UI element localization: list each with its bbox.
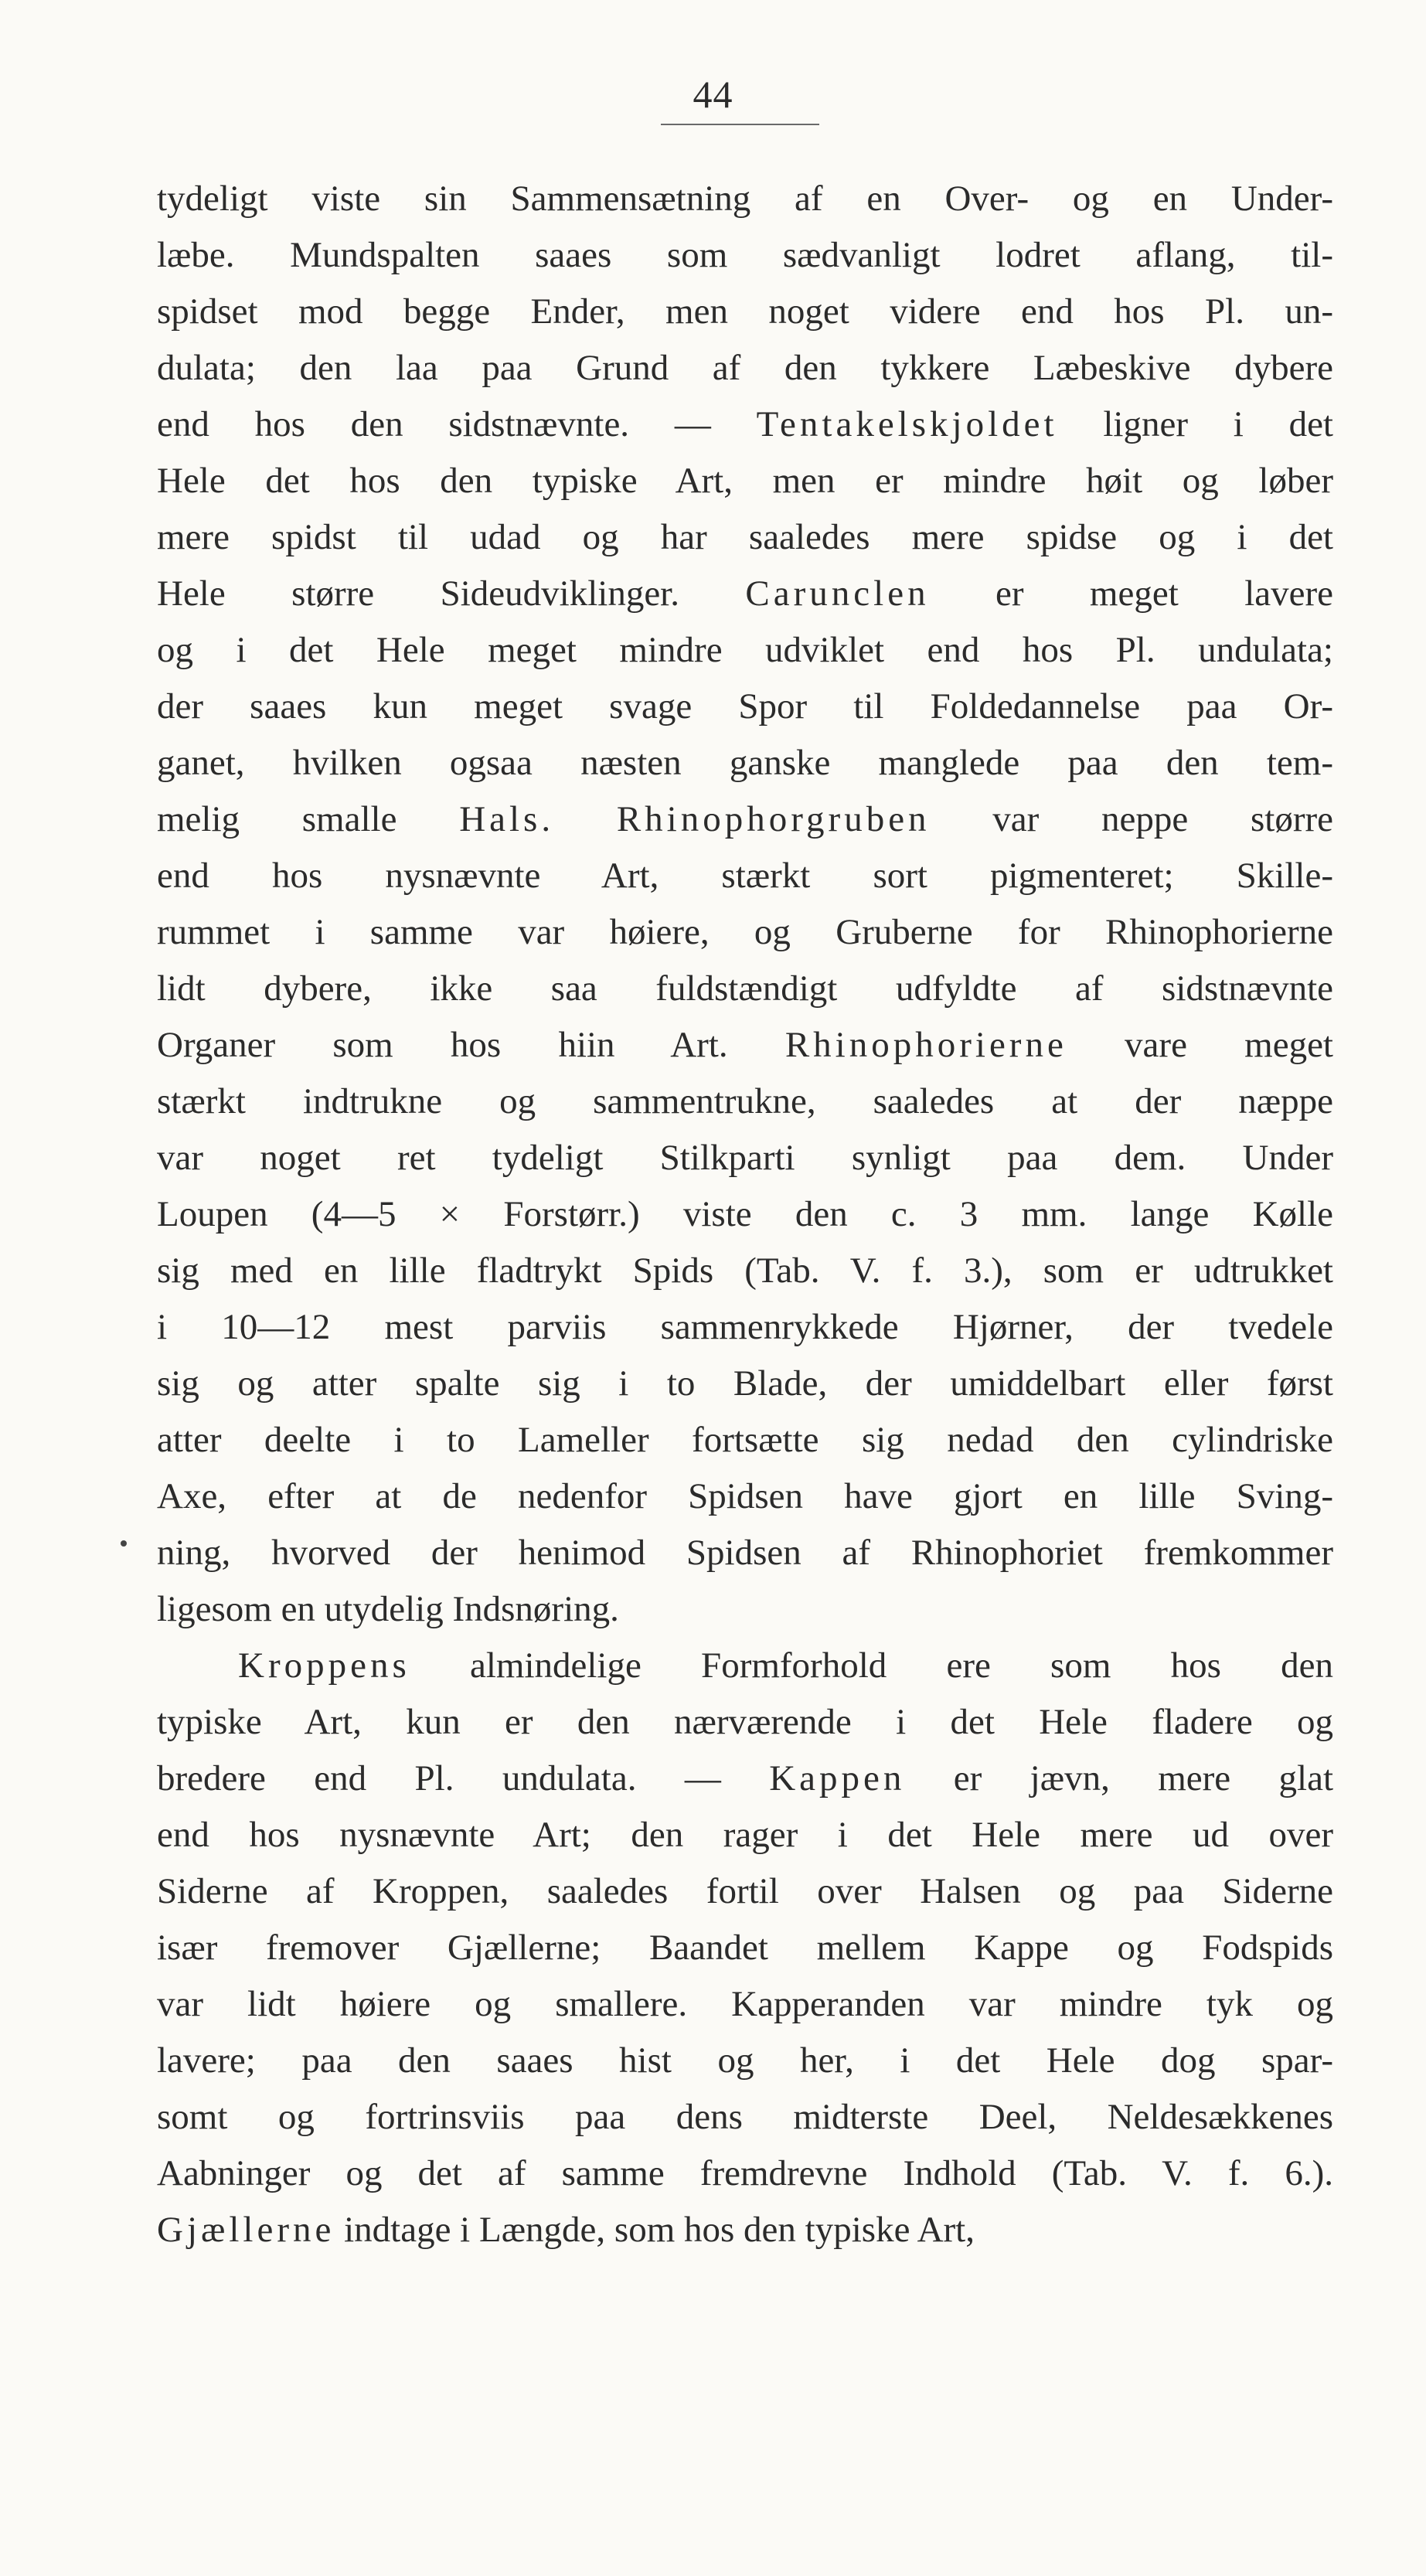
text-run: ligner i det	[1057, 404, 1333, 444]
text-run: typiske Art, kun er den nærværende i det Hele fladere og	[157, 1702, 1333, 1742]
text-run: vare meget	[1067, 1025, 1333, 1065]
text-line	[157, 1581, 1333, 1638]
text-run: ning, hvorved der henimod Spidsen af Rhinophoriet fremkommer	[157, 1533, 1333, 1573]
text-run	[554, 799, 617, 839]
text-line	[157, 509, 1333, 566]
text-line	[157, 2089, 1333, 2146]
text-run: end hos nysnævnte Art, stærkt sort pigmenteret; Skille-	[157, 856, 1333, 896]
text-line	[157, 2202, 1333, 2258]
text-run: især fremover Gjællerne; Baandet mellem Kappe og Fodspids	[157, 1928, 1333, 1968]
text-run: var neppe større	[930, 799, 1333, 839]
text-line	[157, 171, 1333, 227]
text-run: Axe, efter at de nedenfor Spidsen have gjort en lille Sving-	[157, 1476, 1333, 1516]
text-line	[157, 1525, 1333, 1581]
text-line	[157, 1751, 1333, 1807]
text-run: i 10—12 mest parviis sammenrykkede Hjørner, der tvedele	[157, 1307, 1333, 1347]
text-run: var noget ret tydeligt Stilkparti synligt paa dem. Under	[157, 1138, 1333, 1178]
text-run: melig smalle	[157, 799, 460, 839]
text-run: mere spidst til udad og har saaledes mere spidse og i det	[157, 517, 1333, 557]
text-line	[157, 227, 1333, 284]
text-run: er meget lavere	[929, 573, 1333, 614]
text-run: er jævn, mere glat	[905, 1758, 1333, 1798]
text-line	[157, 791, 1333, 848]
text-line	[157, 284, 1333, 340]
text-run: tydeligt viste sin Sammensætning af en Over- og en Under-	[157, 179, 1333, 219]
text-line	[157, 1243, 1333, 1299]
text-line	[157, 622, 1333, 679]
text-run: sig med en lille fladtrykt Spids (Tab. V. f. 3.), som er udtrukket	[157, 1251, 1333, 1291]
text-run: lidt dybere, ikke saa fuldstændigt udfyldte af sidstnævnte	[157, 968, 1333, 1009]
text-line	[157, 340, 1333, 396]
text-line	[157, 848, 1333, 904]
text-run: end hos nysnævnte Art; den rager i det Hele mere ud over	[157, 1815, 1333, 1855]
text-line	[157, 1638, 1333, 1694]
text-run: bredere end Pl. undulata. —	[157, 1758, 770, 1798]
text-run: Hele større Sideudviklinger.	[157, 573, 746, 614]
text-line	[157, 1017, 1333, 1074]
text-run: atter deelte i to Lameller fortsætte sig nedad den cylindriske	[157, 1420, 1333, 1460]
text-run: og i det Hele meget mindre udviklet end hos Pl. undulata;	[157, 630, 1333, 670]
text-run: rummet i samme var høiere, og Gruberne for Rhinophorierne	[157, 912, 1333, 952]
text-run: dulata; den laa paa Grund af den tykkere Læbeskive dybere	[157, 348, 1333, 388]
text-run: Loupen (4—5 × Forstørr.) viste den c. 3 mm. lange Kølle	[157, 1194, 1333, 1234]
text-run: ganet, hvilken ogsaa næsten ganske manglede paa den tem-	[157, 743, 1333, 783]
page-number: 44	[693, 73, 733, 116]
text-line	[157, 396, 1333, 453]
text-run: Organer som hos hiin Art.	[157, 1025, 785, 1065]
text-run: Aabninger og det af samme fremdrevne Indhold (Tab. V. f. 6.).	[157, 2153, 1333, 2193]
header-rule	[661, 124, 819, 125]
text-line	[157, 1412, 1333, 1468]
text-line	[157, 735, 1333, 791]
text-line	[157, 1807, 1333, 1863]
text-line	[157, 1920, 1333, 1976]
text-line	[157, 1074, 1333, 1130]
text-run: Hele det hos den typiske Art, men er mindre høit og løber	[157, 461, 1333, 501]
spaced-term: Gjællerne	[157, 2210, 335, 2250]
text-run: ligesom en utydelig Indsnøring.	[157, 1589, 619, 1629]
spaced-term: Tentakelskjoldet	[756, 404, 1058, 444]
text-run: somt og fortrinsviis paa dens midterste Deel, Neldesækkenes	[157, 2097, 1333, 2137]
spaced-term: Rhinophorgruben	[616, 799, 931, 839]
text-run: lavere; paa den saaes hist og her, i det Hele dog spar-	[157, 2040, 1333, 2081]
text-run: spidset mod begge Ender, men noget videre end hos Pl. un-	[157, 291, 1333, 332]
spaced-term: Kroppens	[238, 1645, 410, 1686]
text-run: var lidt høiere og smallere. Kapperanden var mindre tyk og	[157, 1984, 1333, 2024]
spaced-term: Kappen	[769, 1758, 906, 1798]
text-line	[157, 1468, 1333, 1525]
spaced-term: Carunclen	[745, 573, 930, 614]
text-run: Siderne af Kroppen, saaledes fortil over Halsen og paa Siderne	[157, 1871, 1333, 1911]
body-text	[157, 171, 1333, 2258]
text-line	[157, 1356, 1333, 1412]
text-run: indtage i Længde, som hos den typiske Art,	[335, 2210, 975, 2250]
text-run: almindelige Formforhold ere som hos den	[410, 1645, 1333, 1686]
text-line	[157, 453, 1333, 509]
text-line	[157, 1130, 1333, 1186]
text-run: sig og atter spalte sig i to Blade, der umiddelbart eller først	[157, 1363, 1333, 1404]
text-line	[157, 2146, 1333, 2202]
text-line	[157, 2033, 1333, 2089]
text-run: læbe. Mundspalten saaes som sædvanligt lodret aflang, til-	[157, 235, 1333, 275]
text-line	[157, 961, 1333, 1017]
text-run: stærkt indtrukne og sammentrukne, saaledes at der næppe	[157, 1081, 1333, 1121]
text-line	[157, 1863, 1333, 1920]
spaced-term: Hals.	[459, 799, 555, 839]
text-line	[157, 566, 1333, 622]
text-line	[157, 1694, 1333, 1751]
margin-mark	[121, 1540, 127, 1547]
text-run: end hos den sidstnævnte. —	[157, 404, 757, 444]
text-line	[157, 1976, 1333, 2033]
text-line	[157, 1299, 1333, 1356]
spaced-term: Rhinophorierne	[784, 1025, 1067, 1065]
text-line	[157, 679, 1333, 735]
text-line	[157, 904, 1333, 961]
text-run: der saaes kun meget svage Spor til Foldedannelse paa Or-	[157, 686, 1333, 727]
text-line	[157, 1186, 1333, 1243]
